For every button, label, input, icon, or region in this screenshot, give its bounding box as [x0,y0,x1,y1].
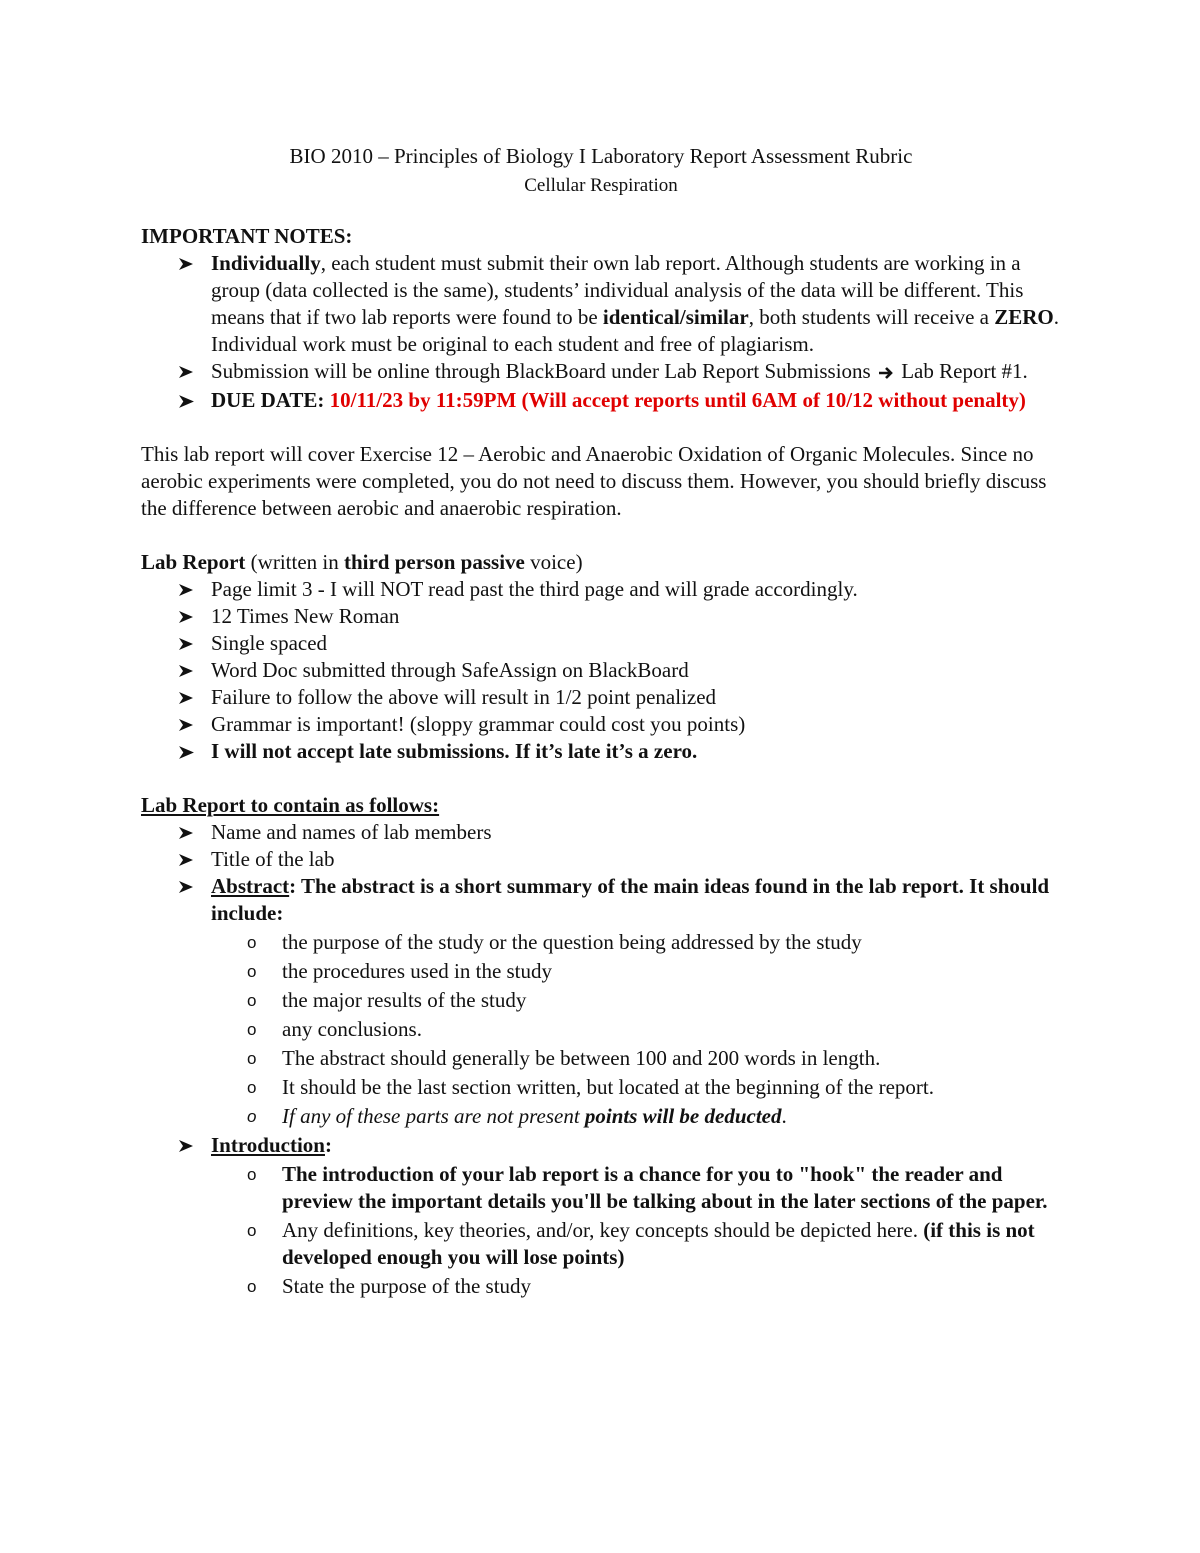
list-item: o The introduction of your lab report is a chance for you to "hook" the reader and preview the important details you'll be talking about in the later sections of the paper. [247,1161,1048,1213]
arrowhead-bullet-icon [178,657,200,684]
list-item: 12 Times New Roman [141,603,1061,630]
introduction-sublist [211,1161,1061,1300]
circle-bullet-icon: o [247,932,257,952]
arrowhead-bullet-icon [178,358,200,385]
list-item: o any conclusions. [247,1016,422,1041]
circle-bullet-icon: o [247,961,257,981]
due-date-label: DUE DATE: [211,387,330,412]
arrowhead-bullet-icon [178,1132,200,1159]
notes-list [141,250,1061,414]
arrowhead-bullet-icon [178,603,200,630]
notes-heading: IMPORTANT NOTES: [141,224,353,248]
list-item: Single spaced [141,630,1061,657]
list-item: Submission will be online through BlackBoard under Lab Report Submissions Lab Report #1. [141,358,1061,387]
right-arrow-icon [878,360,894,387]
arrowhead-bullet-icon [178,846,200,873]
circle-bullet-icon: o [247,1106,257,1126]
circle-bullet-icon: o [247,1220,257,1240]
arrowhead-bullet-icon [178,819,200,846]
circle-bullet-icon: o [247,1276,257,1296]
arrowhead-bullet-icon [178,250,200,277]
coverage-paragraph: This lab report will cover Exercise 12 – Aerobic and Anaerobic Oxidation of Organic Molecules. Since no aerobic experiments were completed, you do not need to discuss them. However, you should briefly discuss the difference between aerobic and anaerobic respiration. [141,441,1047,520]
circle-bullet-icon: o [247,1164,257,1184]
introduction-label: Introduction [211,1132,325,1157]
abstract-sublist [211,929,1061,1130]
arrowhead-bullet-icon [178,576,200,603]
list-item: o The abstract should generally be between 100 and 200 words in length. [247,1045,881,1070]
contents-heading: Lab Report to contain as follows: [141,792,440,817]
arrowhead-bullet-icon [178,873,200,900]
list-item: o the purpose of the study or the question being addressed by the study [247,929,862,954]
circle-bullet-icon: o [247,1077,257,1097]
list-item-introduction: Introduction: o The introduction of your lab report is a chance for you to "hook" the reader and preview the important details you'll be talking about in the later sections of the paper. o Any definitions, key theories, and/or, key concepts should be depicted here. (if this is not developed enough you will lose points) o State the purpose of the study [141,1132,1061,1300]
list-item: o If any of these parts are not present points will be deducted. [247,1103,787,1128]
circle-bullet-icon: o [247,1019,257,1039]
list-item: o It should be the last section written, but located at the beginning of the report. [247,1074,934,1099]
circle-bullet-icon: o [247,990,257,1010]
list-item: Grammar is important! (sloppy grammar could cost you points) [141,711,1061,738]
list-item [141,738,1061,765]
list-item: Name and names of lab members [141,819,1061,846]
circle-bullet-icon: o [247,1048,257,1068]
format-heading: Lab Report (written in third person passive voice) [141,549,583,574]
list-item: o State the purpose of the study [247,1273,532,1298]
list-item [141,387,1061,414]
list-item-abstract: Abstract: The abstract is a short summary of the main ideas found in the lab report. It should include: o the purpose of the study or the question being addressed by the study o the procedures used in the study o the major results of the study o any conclusions. o The abstract should generally be between 100 and 200 words in length. o It should be the last section written, but located at the beginning of the report. o If any of these parts are not present points will be deducted. [141,873,1061,1130]
list-item: o Any definitions, key theories, and/or, key concepts should be depicted here. (if this is not developed enough you will lose points) [247,1217,1035,1269]
arrowhead-bullet-icon [178,387,200,414]
format-list [141,576,1061,765]
arrowhead-bullet-icon [178,738,200,765]
list-item: o the procedures used in the study [247,958,553,983]
abstract-label: Abstract [211,873,290,898]
list-item: Individually, each student must submit their own lab report. Although students are working in a group (data collected is the same), students’ individual analysis of the data will be different. This means that if two lab reports were found to be identical/similar, both students will receive a ZERO. Individual work must be original to each student and free of plagiarism. [141,250,1061,358]
due-date-value: 10/11/23 by 11:59PM (Will accept reports until 6AM of 10/12 without penalty) [329,387,1026,412]
list-item: Word Doc submitted through SafeAssign on BlackBoard [141,657,1061,684]
list-item: Failure to follow the above will result in 1/2 point penalized [141,684,1061,711]
arrowhead-bullet-icon [178,630,200,657]
contents-list [141,819,1061,1300]
page-subtitle: Cellular Respiration [524,175,678,196]
arrowhead-bullet-icon [178,711,200,738]
page-title: BIO 2010 – Principles of Biology I Laboratory Report Assessment Rubric [289,144,913,168]
list-item: Page limit 3 - I will NOT read past the third page and will grade accordingly. [141,576,1061,603]
arrowhead-bullet-icon [178,684,200,711]
list-item: Title of the lab [141,846,1061,873]
late-policy: I will not accept late submissions. If it’s late it’s a zero. [211,738,698,763]
document-body [141,143,1061,1302]
list-item: o the major results of the study [247,987,527,1012]
